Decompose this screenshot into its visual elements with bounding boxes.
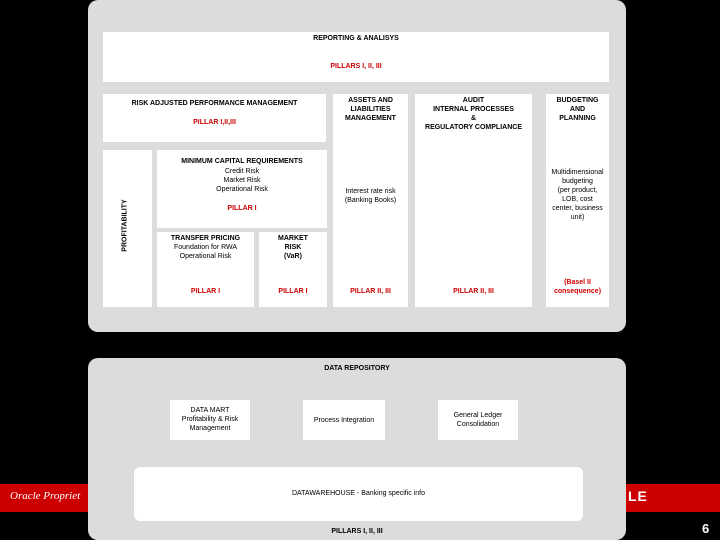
profitability-box (103, 150, 152, 307)
budget-body: Multidimensional budgeting (per product, LOB, cost center, business unit) (551, 169, 604, 221)
rapm-box (103, 94, 326, 142)
gl-label: General Ledger Consolidation (453, 412, 503, 428)
profitability-label: PROFITABILITY (121, 199, 129, 252)
audit-pillars: PILLAR II, III (453, 288, 494, 295)
datamart-box (170, 400, 250, 440)
mr-title: MARKET RISK (VaR) (278, 235, 308, 260)
reporting-box (103, 32, 609, 82)
alm-box (333, 94, 408, 307)
mcr-pillars: PILLAR I (227, 205, 257, 212)
audit-title: AUDIT INTERNAL PROCESSES & REGULATORY COMPLIANCE (425, 97, 522, 131)
tp-pillars: PILLAR I (190, 288, 221, 295)
reporting-pillars: PILLARS I, II, III (330, 63, 382, 70)
warehouse-box (134, 467, 583, 521)
repository-title: DATA REPOSITORY (324, 365, 390, 372)
reporting-title: REPORTING & ANALISYS (313, 35, 399, 42)
budget-title: BUDGETING AND PLANNING (556, 97, 599, 122)
alm-body: Interest rate risk (Banking Books) (344, 188, 397, 204)
warehouse-label: DATAWAREHOUSE - Banking specific info (291, 490, 426, 497)
tp-body: Foundation for RWA Operational Risk (173, 244, 238, 260)
page-number: 6 (702, 521, 710, 536)
tp-title: TRANSFER PRICING (170, 235, 241, 242)
repository-pillars: PILLARS I, II, III (331, 528, 383, 535)
mr-box (259, 232, 327, 307)
audit-box (415, 94, 532, 307)
process-label: Process Integration (313, 417, 375, 424)
tp-box (157, 232, 254, 307)
gl-box (438, 400, 518, 440)
footer-text: Oracle Propriet (10, 490, 81, 502)
rapm-pillars: PILLAR I,II,III (193, 119, 236, 126)
budget-pillars: (Basel II consequence) (553, 279, 602, 295)
oracle-logo: LE (628, 488, 648, 504)
alm-title: ASSETS AND LIABILITIES MANAGEMENT (345, 97, 396, 122)
mcr-body: Credit Risk Market Risk Operational Risk (216, 168, 268, 193)
alm-pillars: PILLAR II, III (350, 288, 391, 295)
datamart-label: DATA MART Profitability & Risk Management (181, 407, 239, 432)
budget-box (546, 94, 609, 307)
mr-pillars: PILLAR I (278, 288, 308, 295)
rapm-title: RISK ADJUSTED PERFORMANCE MANAGEMENT (131, 100, 298, 107)
mcr-title: MINIMUM CAPITAL REQUIREMENTS (181, 158, 303, 165)
mcr-box (157, 150, 327, 228)
process-box (303, 400, 385, 440)
